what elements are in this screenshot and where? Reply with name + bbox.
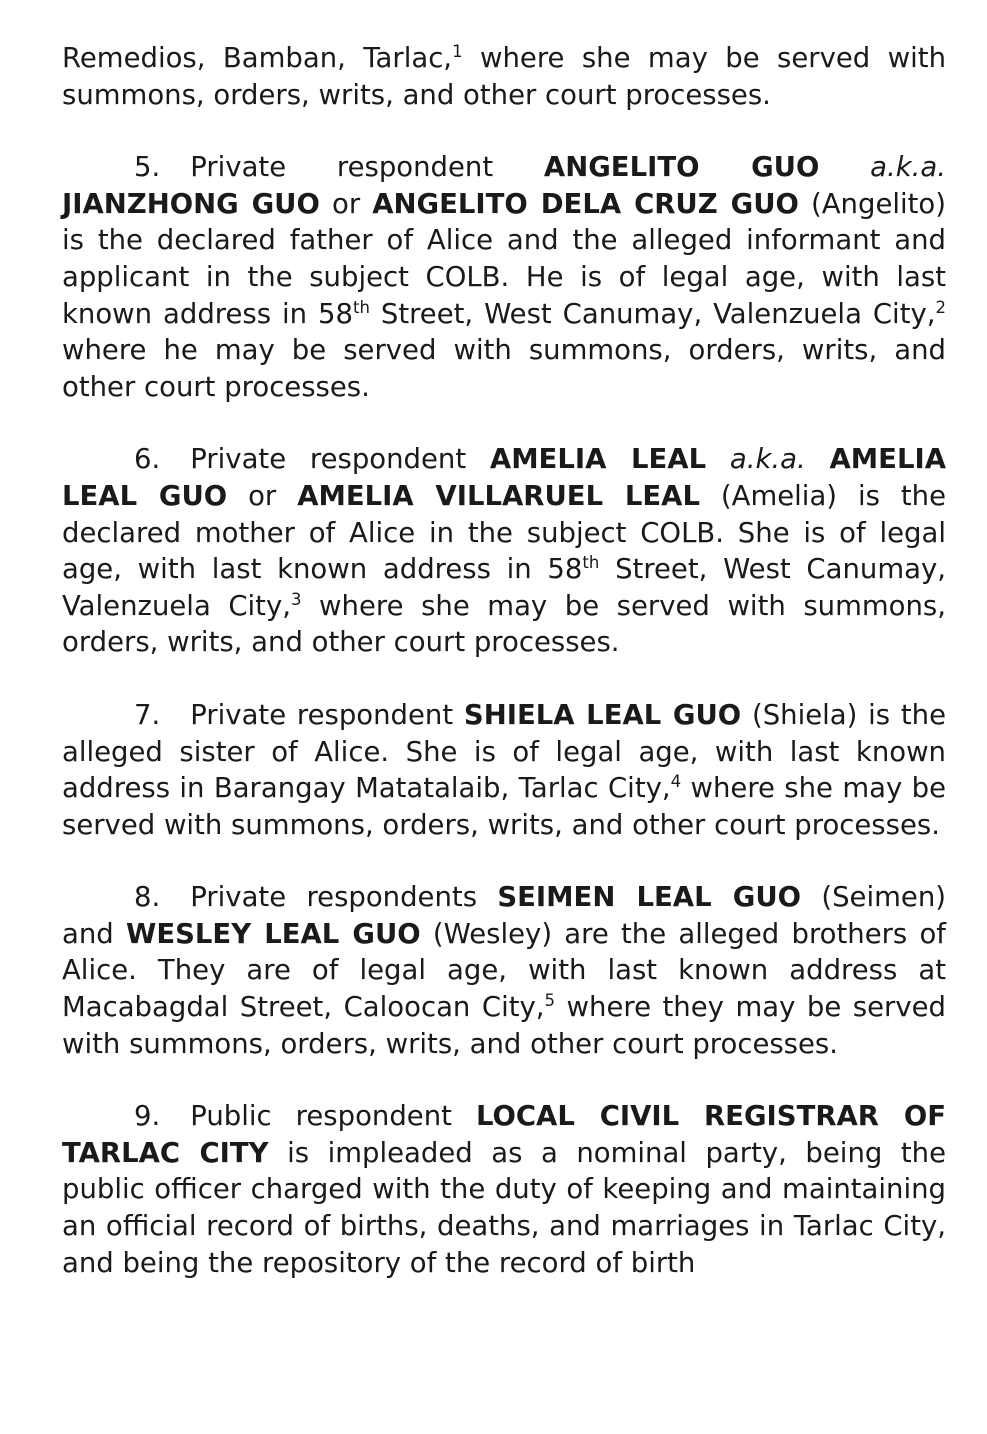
paragraph-5 bbox=[62, 149, 946, 405]
p6-text-or: or bbox=[227, 479, 298, 512]
p6-space-1 bbox=[706, 443, 730, 475]
footnote-ref-3: 3 bbox=[291, 589, 302, 609]
respondent-name: AMELIA LEAL bbox=[489, 443, 707, 476]
respondent-alias-1: JIANZHONG GUO bbox=[62, 187, 320, 220]
footnote-ref-2: 2 bbox=[935, 297, 946, 317]
paragraph-number: 6. bbox=[134, 443, 161, 476]
paragraph-7 bbox=[62, 697, 946, 843]
paragraph-number: 5. bbox=[134, 151, 161, 184]
document-page bbox=[62, 40, 946, 1281]
footnote-ref-4: 4 bbox=[670, 771, 682, 791]
p8-text-4: where they may be served with summons, orders, writs, and other court processes. bbox=[62, 991, 946, 1060]
p8-text-3: (Wesley) are the alleged brothers of Alice. They are of legal age, with last known address at Macabagdal Street, Caloocan City, bbox=[62, 917, 946, 1024]
respondent-name: ANGELITO GUO bbox=[543, 151, 820, 184]
respondent-name: LOCAL CIVIL REGISTRAR OF TARLAC CITY bbox=[62, 1100, 946, 1169]
respondent-alias-2: ANGELITO DELA CRUZ GUO bbox=[372, 187, 799, 220]
paragraph-6 bbox=[62, 441, 946, 661]
respondent-alias-1: AMELIA LEAL GUO bbox=[62, 443, 946, 512]
paragraph-number: 8. bbox=[134, 881, 161, 914]
ordinal-suffix: th bbox=[353, 297, 370, 317]
p5-text-1: Private respondent bbox=[190, 151, 544, 184]
respondent-alias-2: AMELIA VILLARUEL LEAL bbox=[297, 479, 700, 512]
paragraph-4-continuation bbox=[62, 40, 946, 113]
respondent-name-1: SEIMEN LEAL GUO bbox=[497, 881, 802, 914]
ordinal-suffix: th bbox=[582, 552, 600, 572]
paragraph-number: 9. bbox=[134, 1100, 161, 1133]
paragraph-number: 7. bbox=[134, 698, 161, 731]
p4-text-2: where she may be served with summons, orders, writs, and other court processes. bbox=[62, 42, 947, 111]
p6-text-3: Street, West Canumay, Valenzuela City, bbox=[62, 553, 946, 622]
footnote-ref-1: 1 bbox=[452, 41, 463, 61]
p5-text-or: or bbox=[319, 187, 373, 220]
p8-text-2: (Seimen) and bbox=[62, 881, 946, 950]
p6-text-2: (Amelia) is the declared mother of Alice in the subject COLB. She is of legal age, with last known address in 58 bbox=[62, 479, 947, 586]
p6-text-4: where she may be served with summons, orders, writs, and other court processes. bbox=[62, 589, 946, 659]
p4-text-1: Remedios, Bamban, Tarlac, bbox=[62, 42, 453, 74]
respondent-name-2: WESLEY LEAL GUO bbox=[125, 917, 421, 950]
paragraph-9 bbox=[62, 1098, 946, 1281]
footnote-ref-5: 5 bbox=[544, 990, 556, 1010]
p5-text-2: (Angelito) is the declared father of Alice and the alleged informant and applicant in the subject COLB. He is of legal age, with last known address in 58 bbox=[62, 187, 946, 330]
aka-label: a.k.a. bbox=[729, 443, 806, 476]
respondent-name: SHIELA LEAL GUO bbox=[463, 698, 742, 731]
aka-label: a.k.a. bbox=[870, 151, 946, 184]
p7-text-3: where she may be served with summons, orders, writs, and other court processes. bbox=[62, 772, 946, 841]
p7-text-1: Private respondent bbox=[190, 698, 464, 731]
p5-text-4: where he may be served with summons, orders, writs, and other court processes. bbox=[62, 334, 946, 403]
p9-text-2: is impleaded as a nominal party, being the public officer charged with the duty of keeping and maintaining an official record of births, deaths, and marriages in Tarlac City, and being the repository of the record of birth bbox=[62, 1136, 946, 1279]
p5-text-3: Street, West Canumay, Valenzuela City, bbox=[369, 297, 936, 330]
p6-text-1: Private respondent bbox=[190, 443, 490, 476]
p6-space-2 bbox=[806, 443, 830, 475]
p8-text-1: Private respondents bbox=[190, 881, 498, 914]
paragraph-8 bbox=[62, 879, 946, 1062]
p9-text-1: Public respondent bbox=[190, 1100, 476, 1133]
p7-text-2: (Shiela) is the alleged sister of Alice. She is of legal age, with last known address in Barangay Matatalaib, Tarlac City, bbox=[62, 698, 947, 805]
p5-space-1 bbox=[819, 151, 870, 183]
